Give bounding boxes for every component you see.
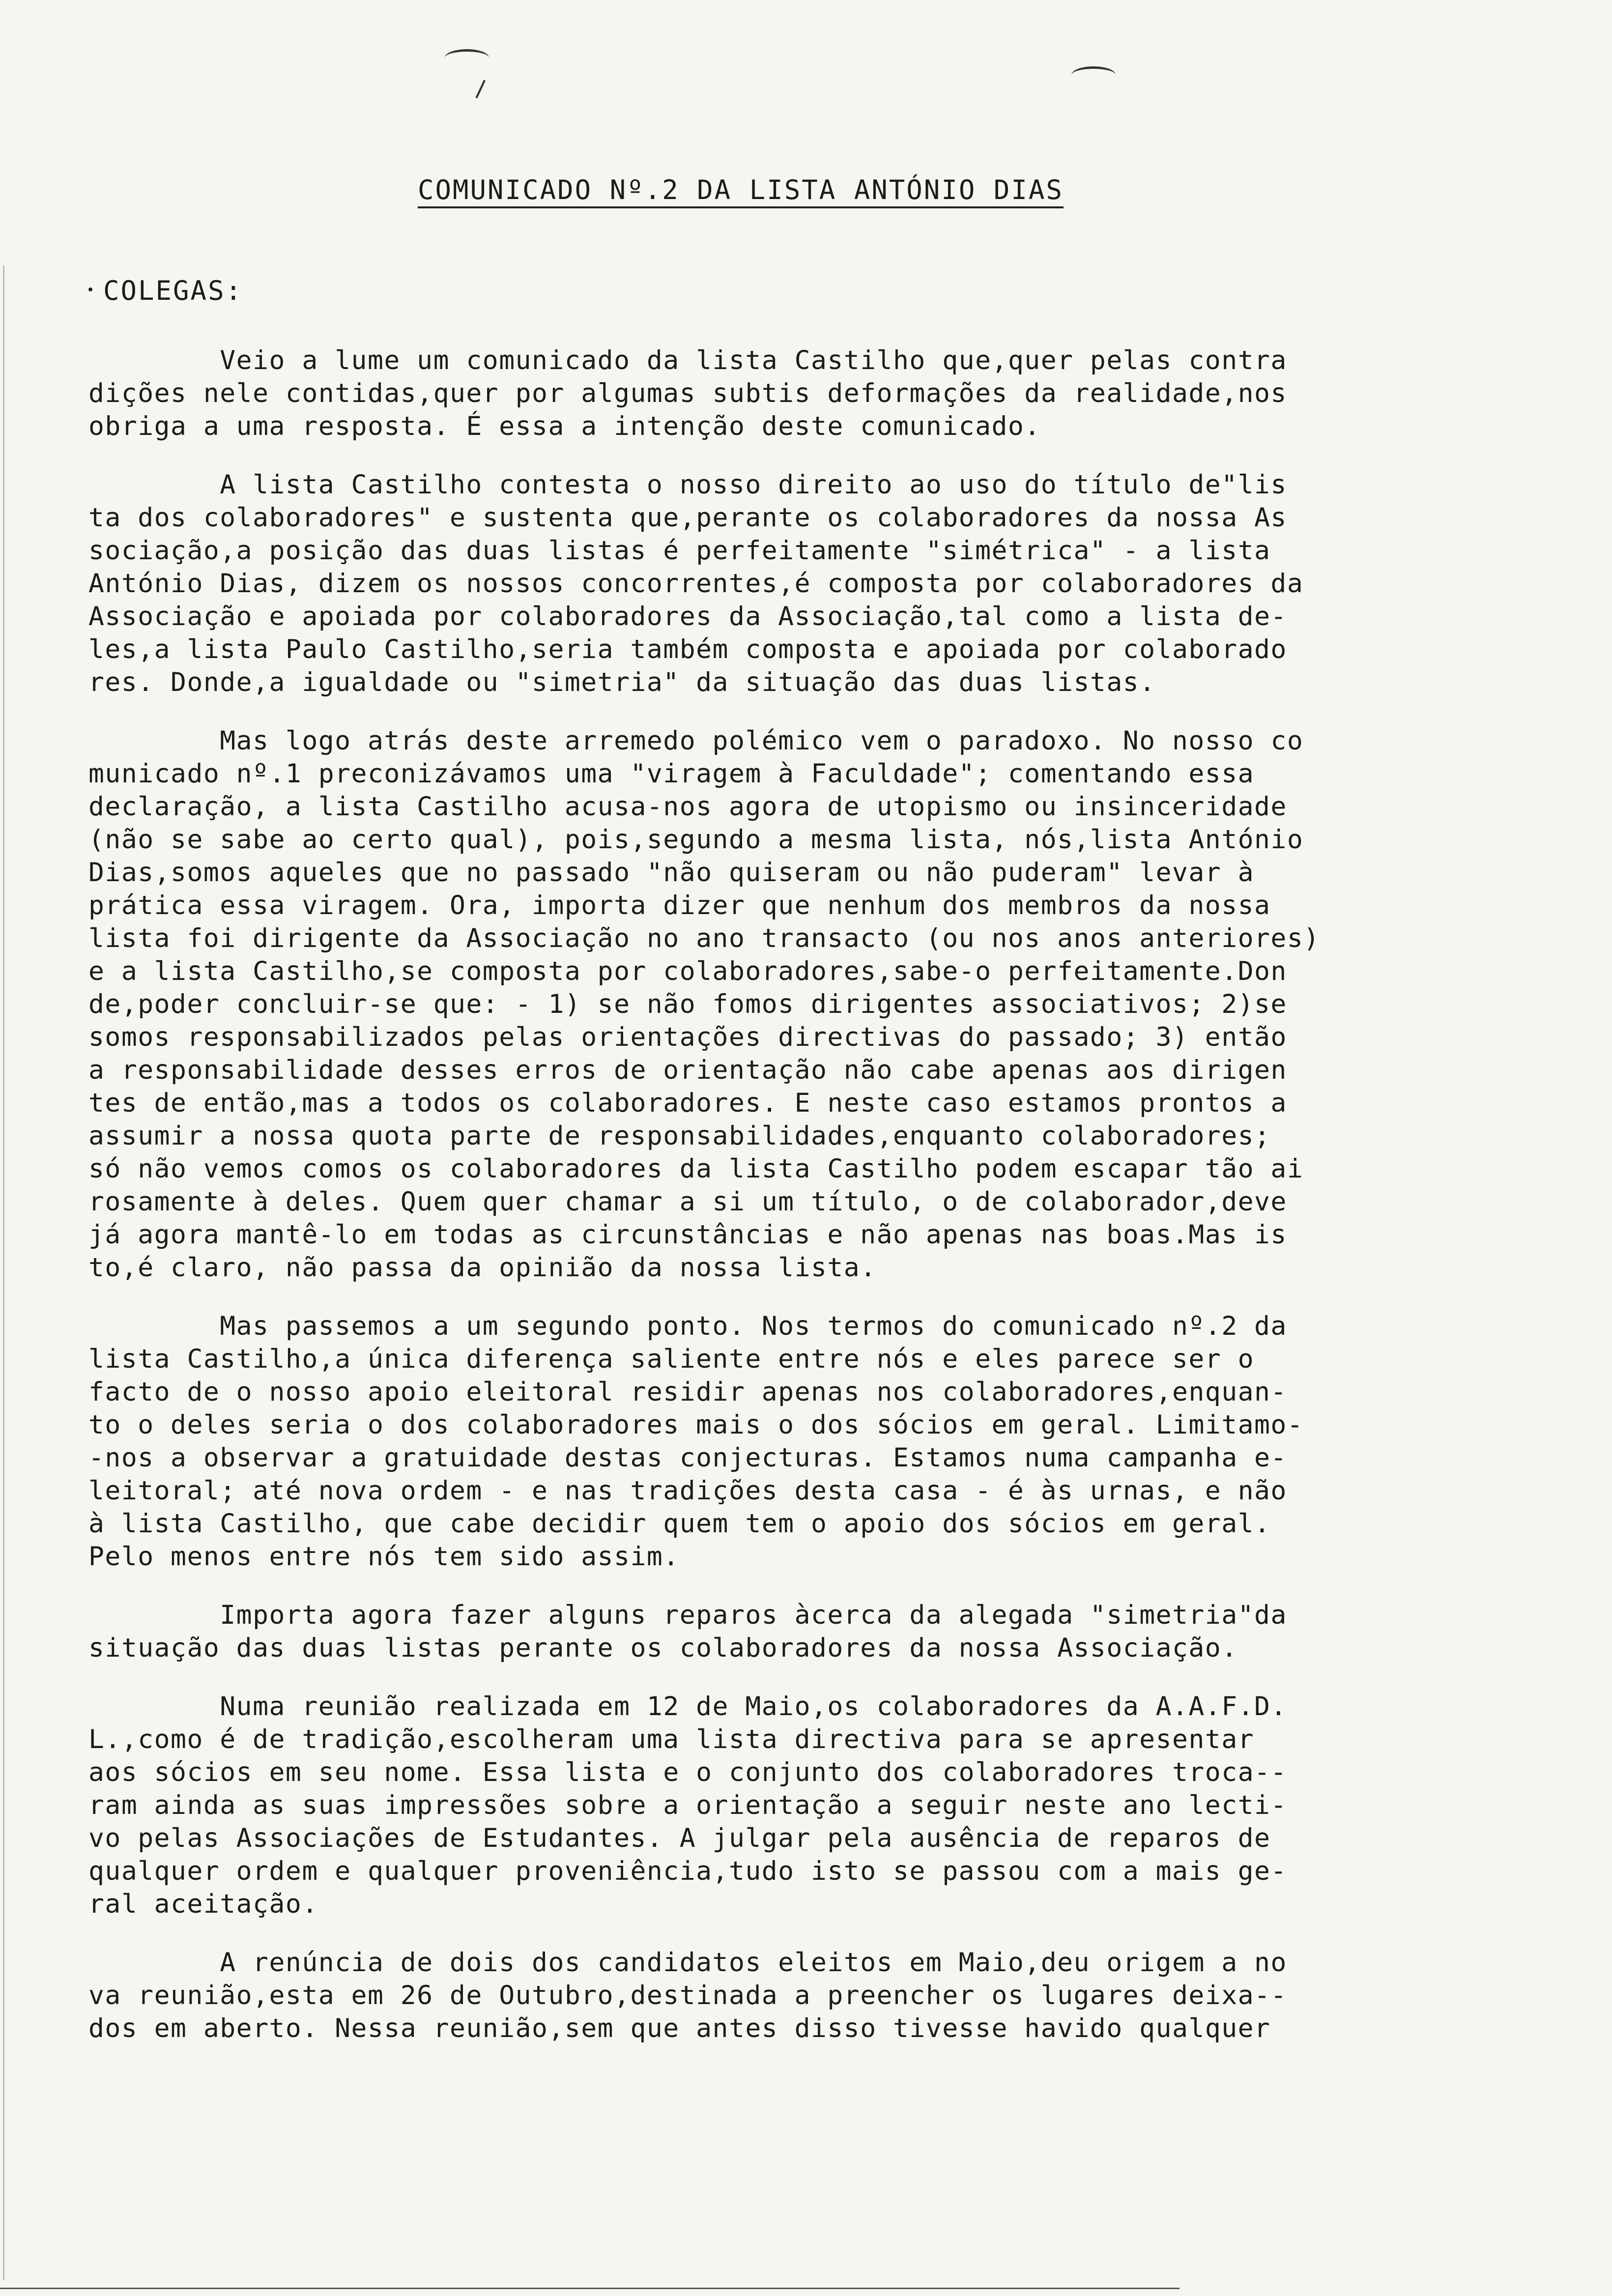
paragraph	[88, 1690, 1524, 1921]
text-line: e a lista Castilho,se composta por colaboradores,sabe-o perfeitamente.Don	[88, 956, 1287, 986]
text-line: qualquer ordem e qualquer proveniência,tudo isto se passou com a mais ge-	[88, 1856, 1287, 1886]
paragraph	[88, 344, 1524, 443]
text-line: -nos a observar a gratuidade destas conjecturas. Estamos numa campanha e-	[88, 1443, 1287, 1473]
text-line: Mas logo atrás deste arremedo polémico vem o paradoxo. No nosso co	[88, 726, 1304, 756]
text-line: leitoral; até nova ordem - e nas tradições desta casa - é às urnas, e não	[88, 1476, 1287, 1506]
text-line: Dias,somos aqueles que no passado "não quiseram ou não puderam" levar à	[88, 858, 1255, 888]
text-line: obriga a uma resposta. É essa a intenção deste comunicado.	[88, 411, 1041, 441]
text-line: ram ainda as suas impressões sobre a orientação a seguir neste ano lecti-	[88, 1790, 1287, 1820]
text-line: Veio a lume um comunicado da lista Castilho que,quer pelas contra	[88, 345, 1287, 375]
text-line: res. Donde,a igualdade ou "simetria" da situação das duas listas.	[88, 667, 1156, 697]
text-line: a responsabilidade desses erros de orientação não cabe apenas aos dirigen	[88, 1055, 1287, 1085]
text-line: prática essa viragem. Ora, importa dizer que nenhum dos membros da nossa	[88, 890, 1271, 920]
paragraph	[88, 468, 1524, 699]
text-line: Associação e apoiada por colaboradores da Associação,tal como a lista de-	[88, 602, 1287, 631]
punch-hole-mark-right	[1071, 66, 1116, 84]
text-line: António Dias, dizem os nossos concorrentes,é composta por colaboradores da	[88, 569, 1304, 599]
page-edge-bottom	[0, 2288, 1180, 2289]
text-line: sociação,a posição das duas listas é perfeitamente "simétrica" - a lista	[88, 536, 1271, 566]
salutation: COLEGAS:	[103, 275, 243, 306]
document-body	[88, 344, 1524, 2070]
text-line: L.,como é de tradição,escolheram uma lista directiva para se apresentar	[88, 1724, 1255, 1754]
text-line: Numa reunião realizada em 12 de Maio,os colaboradores da A.A.F.D.	[88, 1692, 1287, 1722]
text-line: já agora mantê-lo em todas as circunstâncias e não apenas nas boas.Mas is	[88, 1220, 1287, 1250]
text-line: aos sócios em seu nome. Essa lista e o conjunto dos colaboradores troca--	[88, 1757, 1287, 1787]
paragraph	[88, 1599, 1524, 1665]
text-line: les,a lista Paulo Castilho,seria também composta e apoiada por colaborado	[88, 634, 1287, 664]
text-line: situação das duas listas perante os colaboradores da nossa Associação.	[88, 1633, 1238, 1663]
punch-hole-mark-left	[445, 49, 489, 66]
text-line: rosamente à deles. Quem quer chamar a si um título, o de colaborador,deve	[88, 1187, 1287, 1217]
text-line: Pelo menos entre nós tem sido assim.	[88, 1542, 680, 1572]
page-edge-left	[3, 265, 4, 2280]
text-line: dições nele contidas,quer por algumas subtis deformações da realidade,nos	[88, 378, 1287, 408]
text-line: vo pelas Associações de Estudantes. A julgar pela ausência de reparos de	[88, 1823, 1271, 1853]
text-line: va reunião,esta em 26 de Outubro,destinada a preencher os lugares deixa--	[88, 1980, 1287, 2010]
text-line: to,é claro, não passa da opinião da nossa lista.	[88, 1253, 877, 1283]
text-line: ta dos colaboradores" e sustenta que,perante os colaboradores da nossa As	[88, 503, 1287, 533]
text-line: to o deles seria o dos colaboradores mais o dos sócios em geral. Limitamo-	[88, 1410, 1304, 1440]
text-line: somos responsabilizados pelas orientações directivas do passado; 3) então	[88, 1022, 1287, 1052]
punch-hole-mark-tail	[473, 79, 486, 98]
paragraph	[88, 1946, 1524, 2045]
text-line: lista Castilho,a única diferença saliente entre nós e eles parece ser o	[88, 1344, 1255, 1374]
text-line: A lista Castilho contesta o nosso direito ao uso do título de"lis	[88, 470, 1287, 500]
text-line: (não se sabe ao certo qual), pois,segundo a mesma lista, nós,lista António	[88, 825, 1304, 855]
text-line: tes de então,mas a todos os colaboradores. E neste caso estamos prontos a	[88, 1088, 1287, 1118]
text-line: lista foi dirigente da Associação no ano transacto (ou nos anos anteriores)	[88, 923, 1320, 953]
paragraph	[88, 1310, 1524, 1573]
text-line: Importa agora fazer alguns reparos àcerca da alegada "simetria"da	[88, 1600, 1287, 1630]
text-line: municado nº.1 preconizávamos uma "viragem à Faculdade"; comentando essa	[88, 759, 1255, 789]
text-line: ral aceitação.	[88, 1889, 318, 1919]
paragraph	[88, 724, 1524, 1284]
text-line: A renúncia de dois dos candidatos eleitos em Maio,deu origem a no	[88, 1948, 1287, 1978]
text-line: facto de o nosso apoio eleitoral residir apenas nos colaboradores,enquan-	[88, 1377, 1287, 1407]
text-line: declaração, a lista Castilho acusa-nos agora de utopismo ou insinceridade	[88, 792, 1287, 822]
salutation-dot	[88, 287, 92, 291]
text-line: dos em aberto. Nessa reunião,sem que antes disso tivesse havido qualquer	[88, 2013, 1271, 2043]
document-title: COMUNICADO Nº.2 DA LISTA ANTÓNIO DIAS	[418, 174, 1064, 208]
text-line: à lista Castilho, que cabe decidir quem tem o apoio dos sócios em geral.	[88, 1509, 1271, 1539]
text-line: assumir a nossa quota parte de responsabilidades,enquanto colaboradores;	[88, 1121, 1271, 1151]
text-line: Mas passemos a um segundo ponto. Nos termos do comunicado nº.2 da	[88, 1311, 1287, 1341]
text-line: só não vemos comos os colaboradores da lista Castilho podem escapar tão ai	[88, 1154, 1304, 1184]
text-line: de,poder concluir-se que: - 1) se não fomos dirigentes associativos; 2)se	[88, 989, 1287, 1019]
